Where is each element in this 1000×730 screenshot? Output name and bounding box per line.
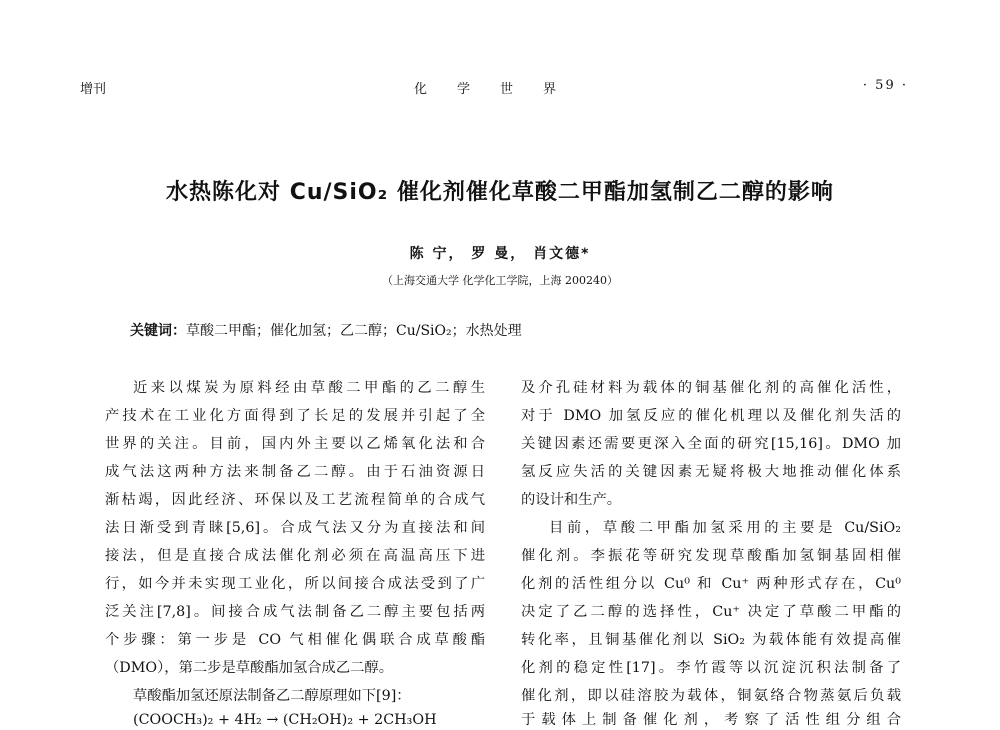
text-line: 决定了乙二醇的选择性，Cu⁺ 决定了草酸二甲酯的 xyxy=(521,604,901,620)
text-line: 渐枯竭，因此经济、环保以及工艺流程简单的合成气 xyxy=(105,492,485,508)
keywords-label: 关键词： xyxy=(130,323,186,339)
body-column-right xyxy=(521,374,901,730)
text-line: 泛关注[7,8]。间接合成气法制备乙二醇主要包括两 xyxy=(105,604,485,620)
paper-title: 水热陈化对 Cu/SiO₂ 催化剂催化草酸二甲酯加氢制乙二醇的影响 xyxy=(166,180,834,205)
text-line: 转化率，且铜基催化剂以 SiO₂ 为载体能有效提高催 xyxy=(521,632,901,648)
text-line: 世界的关注。目前，国内外主要以乙烯氧化法和合 xyxy=(105,436,485,452)
text-line: 氢反应失活的关键因素无疑将极大地推动催化体系 xyxy=(521,464,901,480)
text-line: 催化剂。李振花等研究发现草酸酯加氢铜基固相催 xyxy=(521,548,901,564)
text-line: 接法，但是直接合成法催化剂必须在高温高压下进 xyxy=(105,548,485,564)
text-line: 关键因素还需要更深入全面的研究[15,16]。DMO 加 xyxy=(521,436,901,452)
authors: 陈 宁， 罗 曼， 肖文德* xyxy=(409,246,591,262)
text-line: 行，如今并未实现工业化，所以间接合成法受到了广 xyxy=(105,576,485,592)
text-line: 对于 DMO 加氢反应的催化机理以及催化剂失活的 xyxy=(521,408,901,424)
body-column-left xyxy=(105,374,485,730)
page-number: · 59 · xyxy=(862,78,908,93)
equation-line: (COOCH₃)₂ + 4H₂ → (CH₂OH)₂ + 2CH₃OH xyxy=(133,712,437,728)
keywords xyxy=(130,320,522,340)
journal-section: 增刊 xyxy=(80,82,107,97)
text-line: 草酸酯加氢还原法制备乙二醇原理如下[9]： xyxy=(133,688,411,704)
text-line: 成气法这两种方法来制备乙二醇。由于石油资源日 xyxy=(105,464,485,480)
affiliation: （上海交通大学 化学化工学院，上海 200240） xyxy=(382,274,618,287)
text-line: 的设计和生产。 xyxy=(521,492,622,508)
text-line: 个步骤：第一步是 CO 气相催化偶联合成草酸酯 xyxy=(105,632,485,648)
text-line: 产技术在工业化方面得到了长足的发展并引起了全 xyxy=(105,408,485,424)
text-line: 催化剂，即以硅溶胶为载体，铜氨络合物蒸氨后负载 xyxy=(521,688,901,704)
text-line: 化剂的稳定性[17]。李竹霞等以沉淀沉积法制备了 xyxy=(521,660,901,676)
text-line: 于载体上制备催化剂，考察了活性组分组合 xyxy=(521,712,901,728)
text-line: 及介孔硅材料为载体的铜基催化剂的高催化活性， xyxy=(521,380,901,396)
text-line: 化剂的活性组分以 Cu⁰ 和 Cu⁺ 两种形式存在，Cu⁰ xyxy=(521,576,901,592)
text-line: 目前，草酸二甲酯加氢采用的主要是 Cu/SiO₂ xyxy=(549,520,901,536)
text-line: （DMO），第二步是草酸酯加氢合成乙二醇。 xyxy=(105,660,394,676)
keywords-list: 草酸二甲酯；催化加氢；乙二醇；Cu/SiO₂；水热处理 xyxy=(186,323,522,339)
journal-name: 化学世界 xyxy=(413,82,586,97)
text-line: 近来以煤炭为原料经由草酸二甲酯的乙二醇生 xyxy=(133,380,485,396)
text-line: 法日渐受到青睐[5,6]。合成气法又分为直接法和间 xyxy=(105,520,485,536)
